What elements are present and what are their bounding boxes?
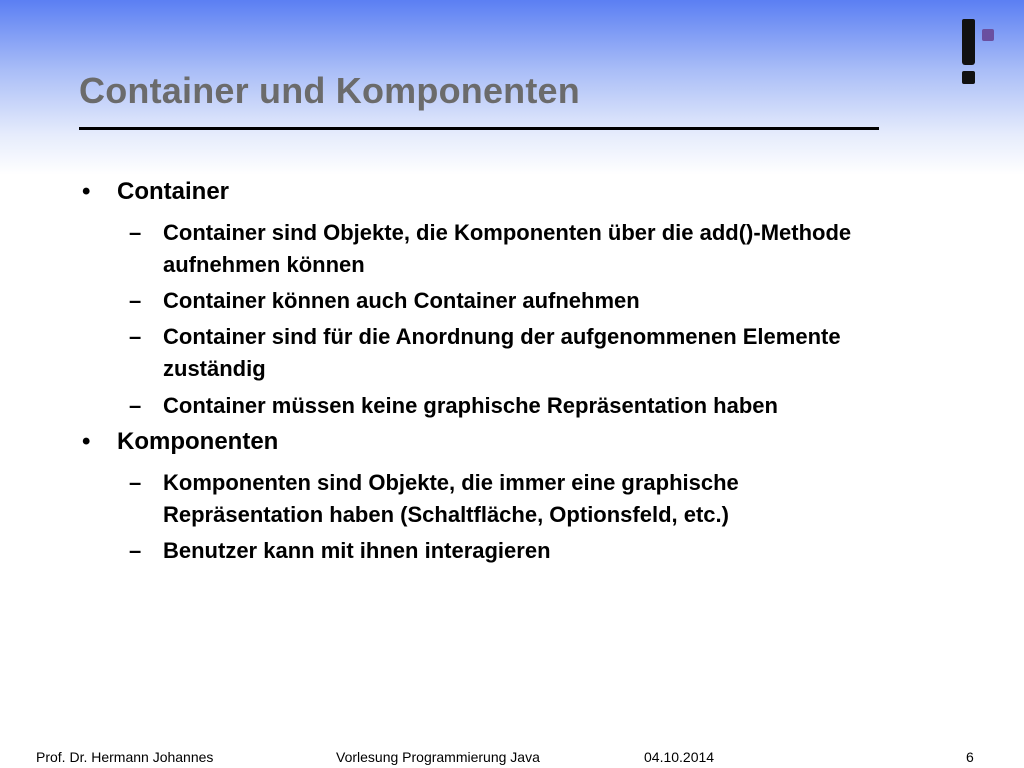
bullet-icon: • — [82, 428, 91, 455]
slide-title: Container und Komponenten — [79, 70, 580, 111]
sub-bullet-icon: – — [129, 324, 142, 349]
sub-bullet-icon: – — [129, 393, 142, 418]
list-item: Container müssen keine graphische Repräsentation haben — [163, 393, 778, 418]
list-item-heading: Container — [117, 178, 230, 205]
list-item: Container können auch Container aufnehmen — [163, 288, 640, 313]
exclamation-logo-icon — [958, 17, 998, 87]
sub-bullet-icon: – — [129, 538, 142, 563]
footer-date: 04.10.2014 — [644, 749, 715, 765]
sub-bullet-icon: – — [129, 288, 142, 313]
list-item: Benutzer kann mit ihnen interagieren — [163, 538, 551, 563]
list-item: Container sind für die Anordnung der aufgenommenen Elemente zuständig — [163, 324, 841, 381]
sub-bullet-icon: – — [129, 470, 142, 495]
list-item: Container sind Objekte, die Komponenten über die add()-Methode aufnehmen können — [163, 220, 852, 277]
sub-bullet-icon: – — [129, 220, 142, 245]
list-item: Komponenten sind Objekte, die immer eine graphische Repräsentation haben (Schaltfläche, Optionsfeld, etc.) — [163, 470, 739, 527]
title-divider — [79, 127, 879, 130]
footer-page-number: 6 — [966, 749, 974, 765]
footer-author: Prof. Dr. Hermann Johannes — [36, 749, 214, 765]
list-item-heading: Komponenten — [117, 428, 279, 455]
bullet-icon: • — [82, 178, 91, 205]
footer-course: Vorlesung Programmierung Java — [336, 749, 540, 765]
